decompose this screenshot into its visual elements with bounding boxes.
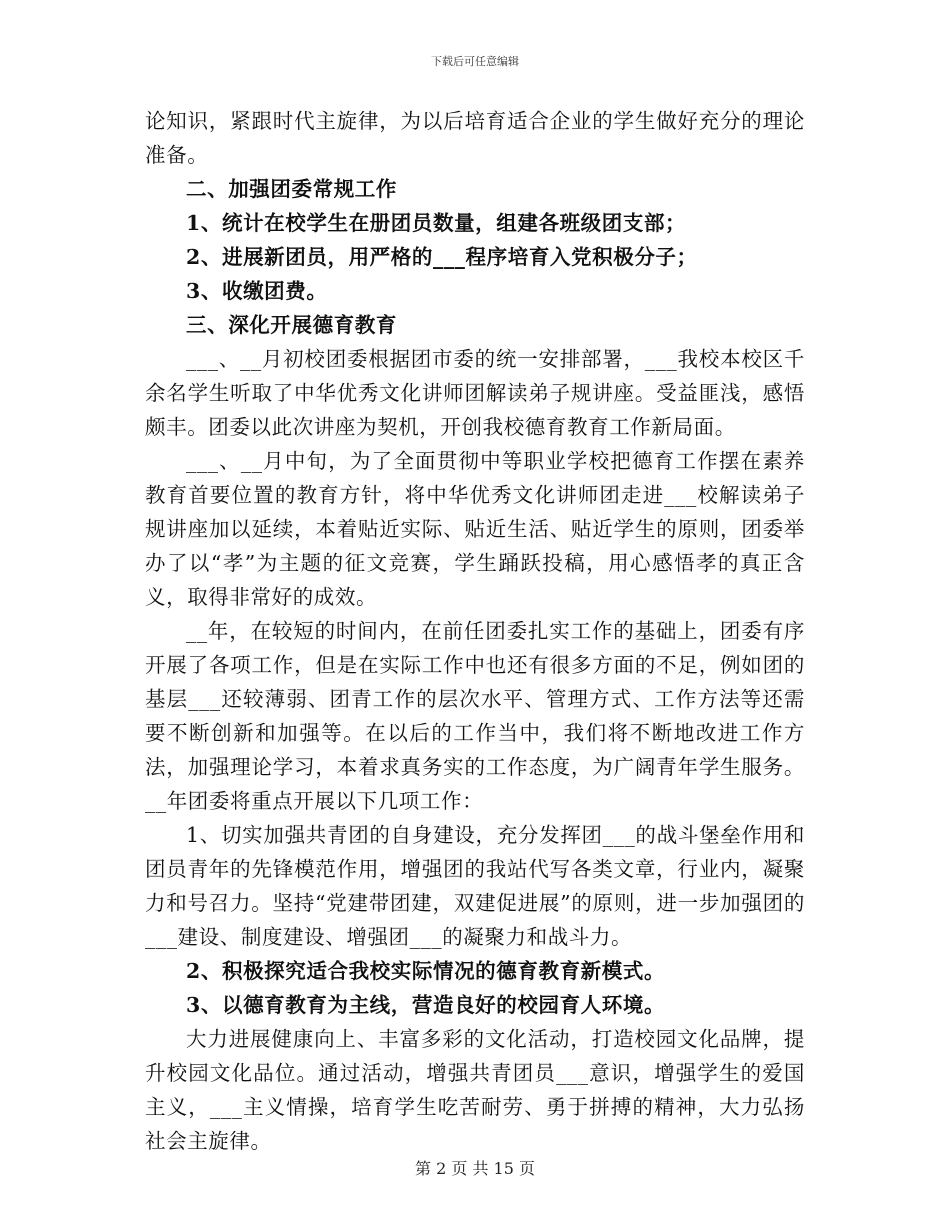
- plan-item-2: 2、积极探究适合我校实际情况的德育教育新模式。: [186, 959, 666, 983]
- paragraph-lecture: ___、__月初校团委根据团市委的统一安排部署，___我校本校区千余名学生听取了中华优秀文化讲师团解读弟子规讲座。受益匪浅，感悟颇丰。团委以此次讲座为契机，开创我校德育教育工作新局面。: [145, 347, 805, 439]
- section-heading-3: 三、深化开展德育教育: [186, 313, 397, 337]
- list-item-2: 2、进展新团员，用严格的___程序培育入党积极分子；: [186, 245, 698, 269]
- page-footer: 第 2 页 共 15 页: [415, 1159, 535, 1178]
- paragraph-essay-contest: ___、__月中旬，为了全面贯彻中等职业学校把德育工作摆在素养教育首要位置的教育方针，将中华优秀文化讲师团走进___校解读弟子规讲座加以延续，本着贴近实际、贴近生活、贴近学生的原则，团委举办了以“孝”为主题的征文竞赛，学生踊跃投稿，用心感悟孝的真正含义，取得非常好的成效。: [145, 449, 805, 609]
- document-body: [145, 104, 805, 1158]
- page-header: 下载后可任意编辑: [431, 55, 519, 68]
- paragraph-continuation: 论知识，紧跟时代主旋律，为以后培育适合企业的学生做好充分的理论准备。: [145, 109, 805, 167]
- paragraph-culture-activities: 大力进展健康向上、丰富多彩的文化活动，打造校园文化品牌，提升校园文化品位。通过活动，增强共青团员___意识，增强学生的爱国主义，___主义情操，培育学生吃苦耐劳、勇于拼搏的精神，大力弘扬社会主旋律。: [145, 1027, 805, 1153]
- paragraph-year-review: __年，在较短的时间内，在前任团委扎实工作的基础上，团委有序开展了各项工作，但是在实际工作中也还有很多方面的不足，例如团的基层___还较薄弱、团青工作的层次水平、管理方式、工作方法等还需要不断创新和加强等。在以后的工作当中，我们将不断地改进工作方法，加强理论学习，本着求真务实的工作态度，为广阔青年学生服务。__年团委将重点开展以下几项工作：: [145, 619, 805, 813]
- plan-item-1: 1、切实加强共青团的自身建设，充分发挥团___的战斗堡垒作用和团员青年的先锋模范作用，增强团的我站代写各类文章，行业内，凝聚力和号召力。坚持“党建带团建，双建促进展”的原则，进一步加强团的___建设、制度建设、增强团___的凝聚力和战斗力。: [145, 823, 805, 949]
- plan-item-3: 3、以德育教育为主线，营造良好的校园育人环境。: [186, 993, 666, 1017]
- list-item-3: 3、收缴团费。: [186, 279, 328, 303]
- list-item-1: 1、统计在校学生在册团员数量，组建各班级团支部；: [186, 211, 687, 235]
- section-heading-2: 二、加强团委常规工作: [186, 177, 397, 201]
